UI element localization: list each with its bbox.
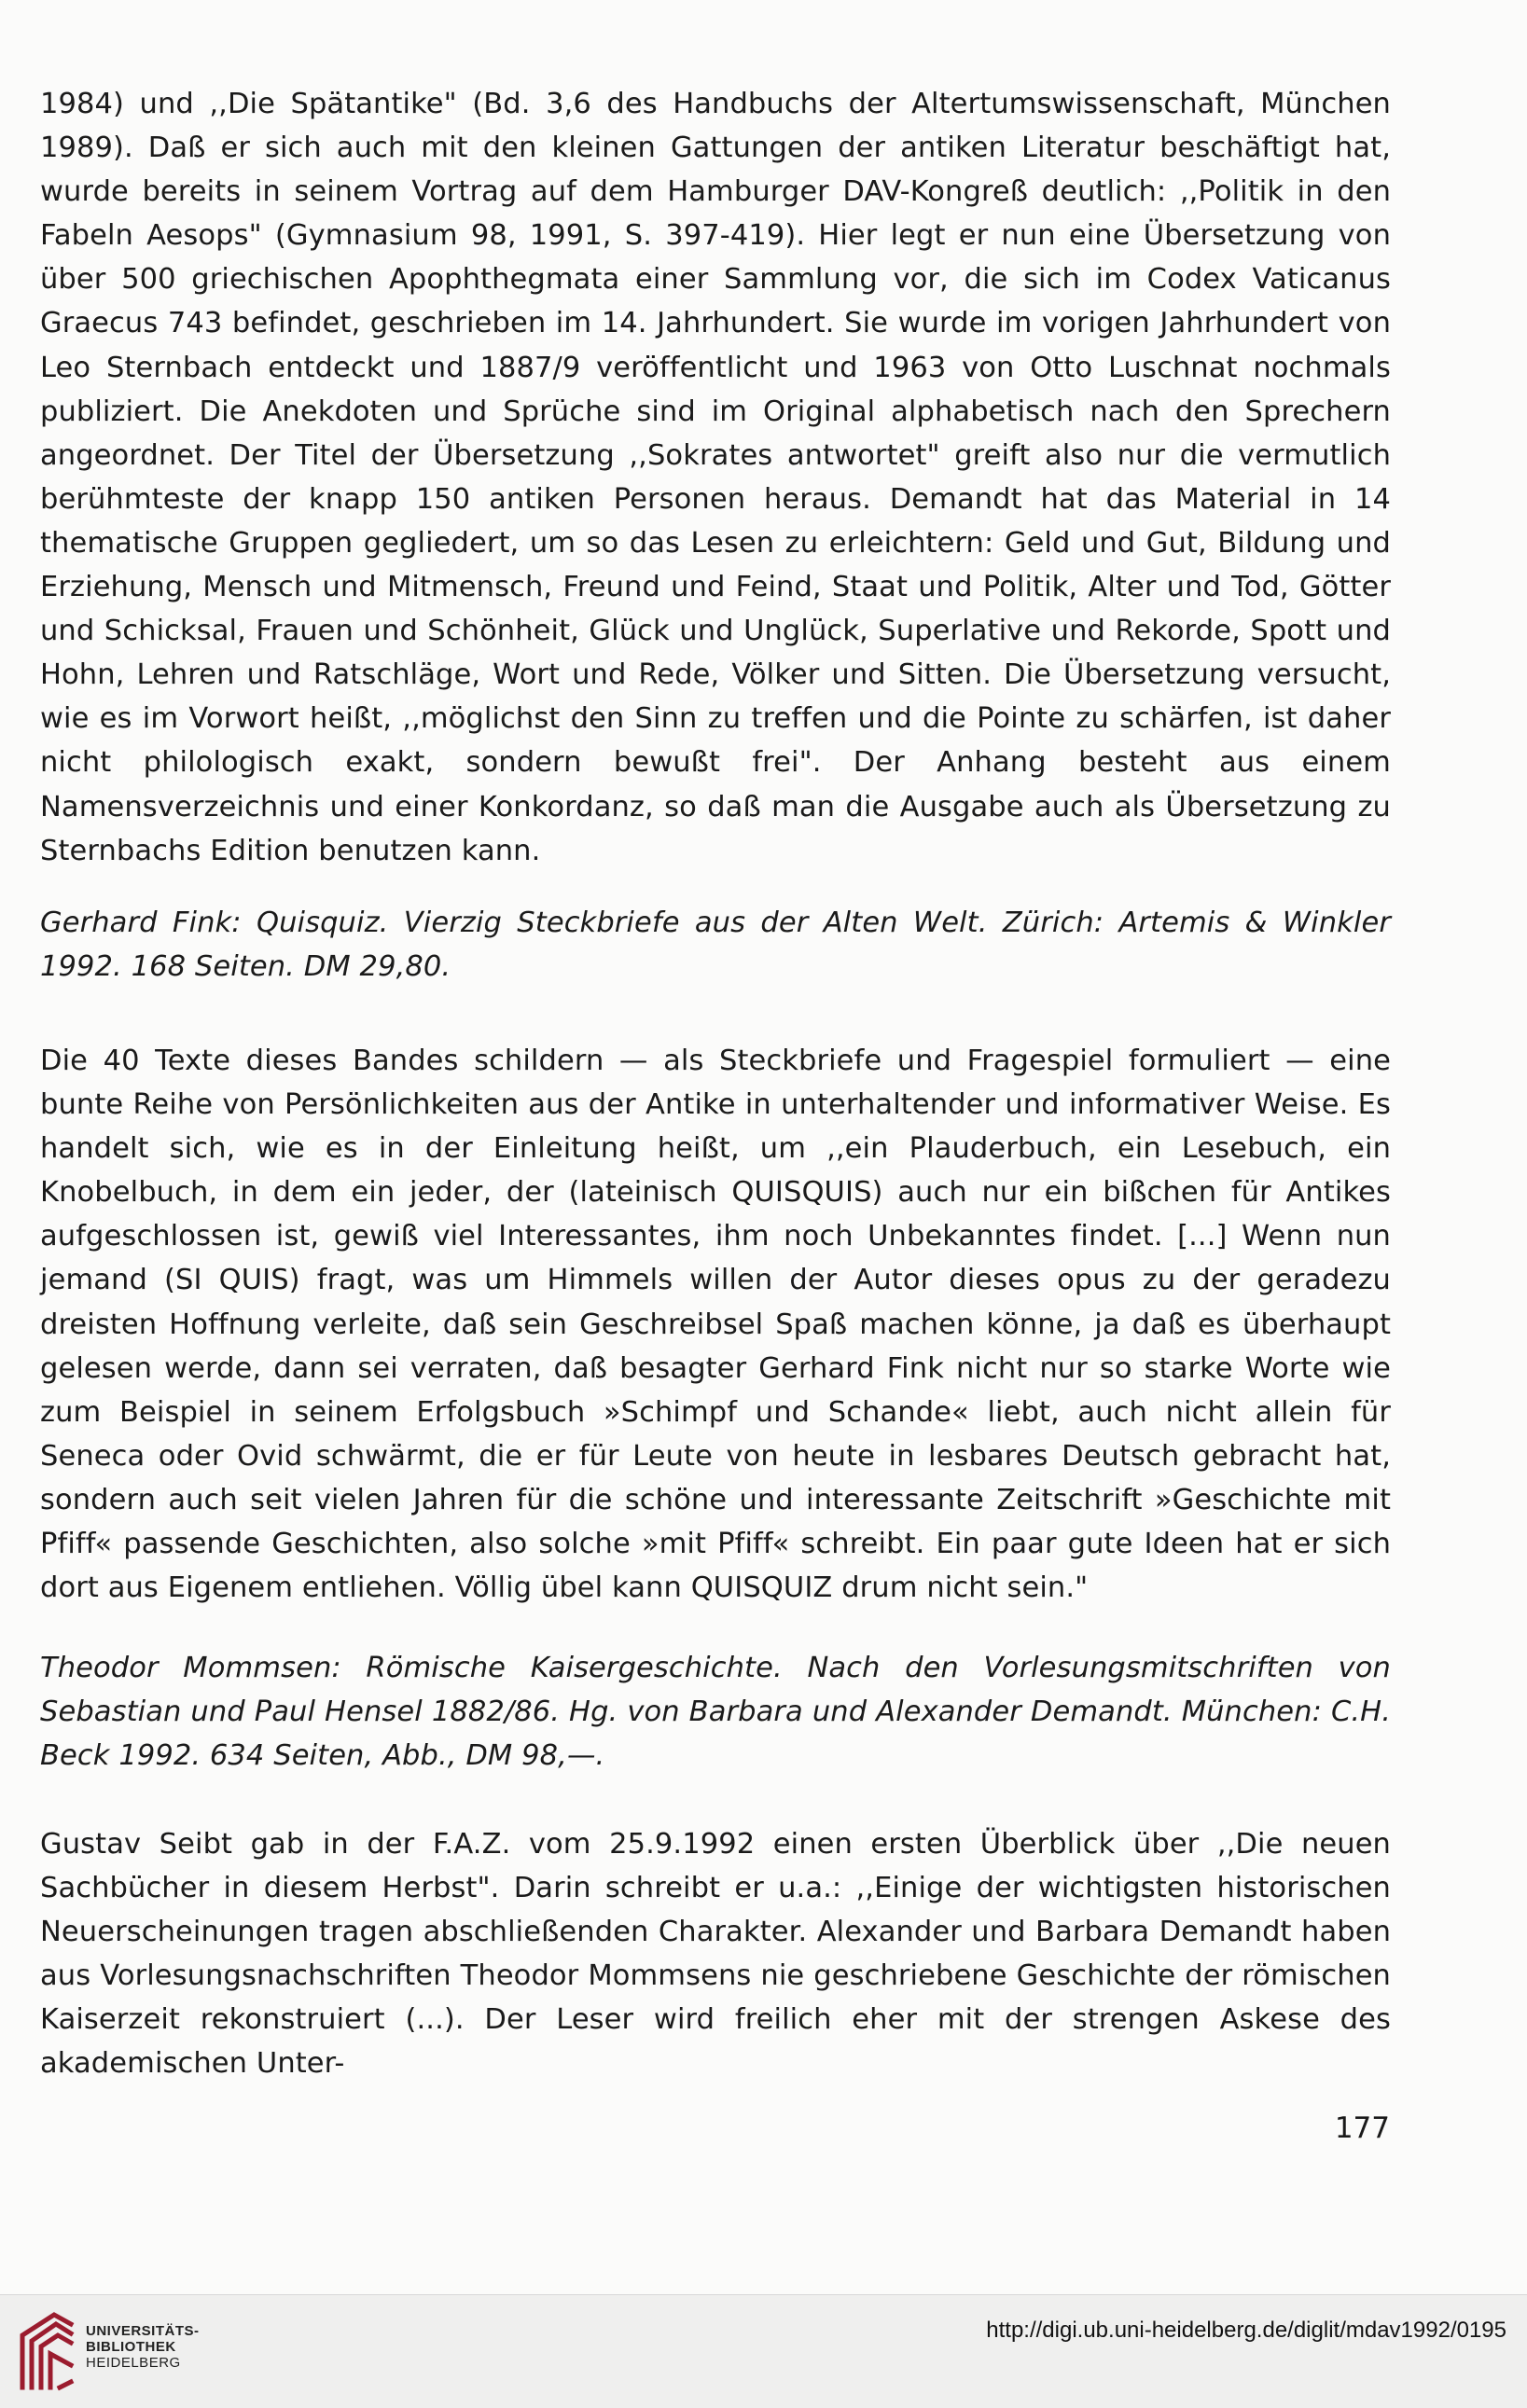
digital-copy-url[interactable]: http://digi.ub.uni-heidelberg.de/diglit/mdav1992/0195 [986, 2318, 1506, 2343]
page-number: 177 [1334, 2111, 1390, 2145]
paragraph-fink-review: Die 40 Texte dieses Bandes schildern — als Steckbriefe und Fragespiel formuliert — eine bunte Reihe von Persönlichkeiten aus der Antike in unterhaltender und informativer Weise. Es handelt sich, wie es in der Einleitung heißt, um ,,ein Plauderbuch, ein Lesebuch, ein Knobelbuch, in dem ein jeder, der (lateinisch QUISQUIS) auch nur ein bißchen für Antikes aufgeschlossen ist, gewiß viel Interessantes, ihm noch Unbekanntes findet. [...] Wenn nun jemand (SI QUIS) fragt, was um Himmels willen der Autor dieses opus zu der geradezu dreisten Hoffnung verleite, daß sein Geschreibsel Spaß machen könne, ja daß es überhaupt gelesen werde, dann sei verraten, daß besagter Gerhard Fink nicht nur so starke Worte wie zum Beispiel in seinem Erfolgsbuch »Schimpf und Schande« liebt, auch nicht allein für Seneca oder Ovid schwärmt, die er für Leute von heute in lesbares Deutsch gebracht hat, sondern auch seit vielen Jahren für die schöne und interessante Zeitschrift »Geschichte mit Pfiff« passende Geschichten, also solche »mit Pfiff« schreibt. Ein paar gute Ideen hat er sich dort aus Eigenem entliehen. Völlig übel kann QUISQUIZ drum nicht sein." [40, 1045, 1391, 1605]
paragraph-mommsen-review: Gustav Seibt gab in der F.A.Z. vom 25.9.1992 einen ersten Überblick über ,,Die neuen Sachbücher in diesem Herbst". Darin schreibt er u.a.: ,,Einige der wichtigsten historischen Neuerscheinungen tragen abschließenden Charakter. Alexander und Barbara Demandt haben aus Vorlesungsnachschriften Theodor Mommsens nie geschriebene Geschichte der römischen Kaiserzeit rekonstruiert (...). Der Leser wird freilich eher mit der strengen Askese des akademischen Unter- [40, 1828, 1391, 2081]
digitization-footer [0, 2294, 1527, 2408]
library-name [86, 2323, 200, 2371]
book-reference-fink: Gerhard Fink: Quisquiz. Vierzig Steckbriefe aus der Alten Welt. Zürich: Artemis & Winkler 1992. 168 Seiten. DM 29,80. [40, 906, 1391, 984]
paragraph-demandt-review: 1984) und ,,Die Spätantike" (Bd. 3,6 des Handbuchs der Altertumswissenschaft, München 1989). Daß er sich auch mit den kleinen Gattungen der antiken Literatur beschäftigt hat, wurde bereits in seinem Vortrag auf dem Hamburger DAV-Kongreß deutlich: ,,Politik in den Fabeln Aesops" (Gymnasium 98, 1991, S. 397-419). Hier legt er nun eine Übersetzung von über 500 griechischen Apophthegmata einer Sammlung vor, die sich im Codex Vaticanus Graecus 743 befindet, geschrieben im 14. Jahrhundert. Sie wurde im vorigen Jahrhundert von Leo Sternbach entdeckt und 1887/9 veröffentlicht und 1963 von Otto Luschnat nochmals publiziert. Die Anekdoten und Sprüche sind im Original alphabetisch nach den Sprechern angeordnet. Der Titel der Übersetzung ,,Sokrates antwortet" greift also nur die vermutlich berühmteste der knapp 150 antiken Personen heraus. Demandt hat das Material in 14 thematische Gruppen gegliedert, um so das Lesen zu erleichtern: Geld und Gut, Bildung und Erziehung, Mensch und Mitmensch, Freund und Feind, Staat und Politik, Alter und Tod, Götter und Schicksal, Frauen und Schönheit, Glück und Unglück, Superlative und Rekorde, Spott und Hohn, Lehren und Ratschläge, Wort und Rede, Völker und Sitten. Die Übersetzung versucht, wie es im Vorwort heißt, ,,möglichst den Sinn zu treffen und die Pointe zu schärfen, ist daher nicht philologisch exakt, sondern bewußt frei". Der Anhang besteht aus einem Namensverzeichnis und einer Konkordanz, so daß man die Ausgabe auch als Übersetzung zu Sternbachs Edition benutzen kann. [40, 88, 1391, 867]
book-reference-mommsen: Theodor Mommsen: Römische Kaisergeschichte. Nach den Vorlesungsmitschriften von Sebastian und Paul Hensel 1882/86. Hg. von Barbara und Alexander Demandt. München: C.H. Beck 1992. 634 Seiten, Abb., DM 98,—. [40, 1652, 1391, 1773]
library-name-line-3: HEIDELBERG [86, 2355, 181, 2371]
ub-heidelberg-logo-icon [17, 2311, 76, 2391]
library-name-line-2: BIBLIOTHEK [86, 2339, 176, 2355]
library-name-line-1: UNIVERSITÄTS- [86, 2323, 200, 2339]
